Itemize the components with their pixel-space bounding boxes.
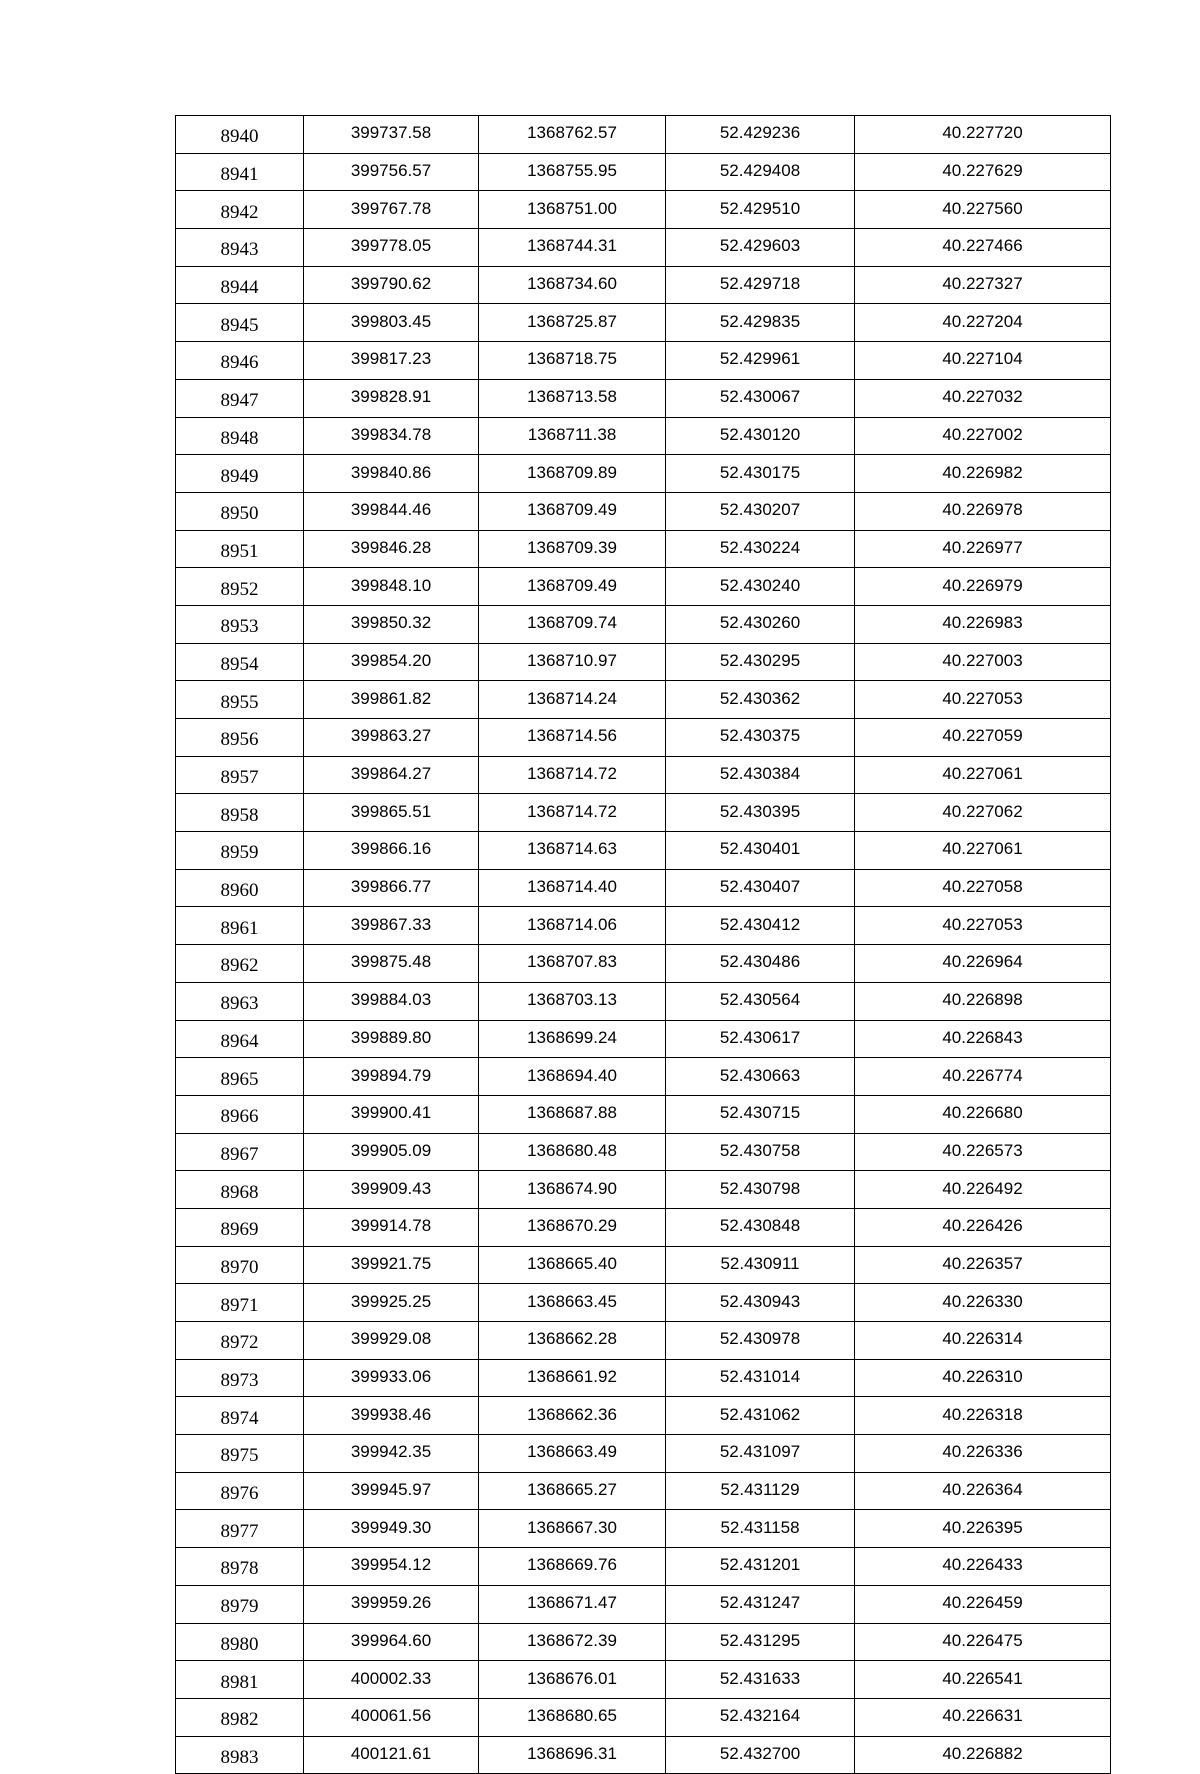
x-coordinate-cell: 399817.23	[304, 342, 479, 380]
y-coordinate-cell: 1368694.40	[479, 1058, 666, 1096]
table-body	[176, 116, 1111, 1774]
latitude-cell: 52.432700	[666, 1736, 855, 1774]
latitude-cell: 52.430295	[666, 643, 855, 681]
point-number-cell: 8959	[176, 832, 304, 870]
latitude-cell: 52.432164	[666, 1698, 855, 1736]
y-coordinate-cell: 1368714.40	[479, 869, 666, 907]
latitude-cell: 52.430758	[666, 1133, 855, 1171]
point-number-cell: 8972	[176, 1322, 304, 1360]
longitude-cell: 40.227560	[855, 191, 1111, 229]
y-coordinate-cell: 1368703.13	[479, 982, 666, 1020]
point-number-cell: 8973	[176, 1359, 304, 1397]
latitude-cell: 52.429718	[666, 266, 855, 304]
point-number-cell: 8953	[176, 605, 304, 643]
latitude-cell: 52.430384	[666, 756, 855, 794]
longitude-cell: 40.227059	[855, 719, 1111, 757]
point-number-cell: 8965	[176, 1058, 304, 1096]
latitude-cell: 52.430407	[666, 869, 855, 907]
x-coordinate-cell: 399767.78	[304, 191, 479, 229]
longitude-cell: 40.226475	[855, 1623, 1111, 1661]
longitude-cell: 40.226395	[855, 1510, 1111, 1548]
latitude-cell: 52.430978	[666, 1322, 855, 1360]
y-coordinate-cell: 1368710.97	[479, 643, 666, 681]
x-coordinate-cell: 399778.05	[304, 229, 479, 267]
table-row	[176, 1359, 1111, 1397]
longitude-cell: 40.226318	[855, 1397, 1111, 1435]
table-row	[176, 719, 1111, 757]
y-coordinate-cell: 1368662.36	[479, 1397, 666, 1435]
longitude-cell: 40.226882	[855, 1736, 1111, 1774]
table-row	[176, 191, 1111, 229]
latitude-cell: 52.430911	[666, 1246, 855, 1284]
x-coordinate-cell: 399945.97	[304, 1472, 479, 1510]
y-coordinate-cell: 1368663.45	[479, 1284, 666, 1322]
x-coordinate-cell: 399756.57	[304, 153, 479, 191]
y-coordinate-cell: 1368734.60	[479, 266, 666, 304]
y-coordinate-cell: 1368674.90	[479, 1171, 666, 1209]
table-row	[176, 1435, 1111, 1473]
point-number-cell: 8942	[176, 191, 304, 229]
longitude-cell: 40.226310	[855, 1359, 1111, 1397]
table-row	[176, 1058, 1111, 1096]
point-number-cell: 8957	[176, 756, 304, 794]
x-coordinate-cell: 399834.78	[304, 417, 479, 455]
table-row	[176, 1284, 1111, 1322]
longitude-cell: 40.226898	[855, 982, 1111, 1020]
longitude-cell: 40.227053	[855, 681, 1111, 719]
y-coordinate-cell: 1368751.00	[479, 191, 666, 229]
x-coordinate-cell: 400061.56	[304, 1698, 479, 1736]
point-number-cell: 8976	[176, 1472, 304, 1510]
latitude-cell: 52.430943	[666, 1284, 855, 1322]
latitude-cell: 52.430175	[666, 455, 855, 493]
table-row	[176, 1133, 1111, 1171]
point-number-cell: 8975	[176, 1435, 304, 1473]
latitude-cell: 52.430375	[666, 719, 855, 757]
point-number-cell: 8948	[176, 417, 304, 455]
y-coordinate-cell: 1368671.47	[479, 1585, 666, 1623]
x-coordinate-cell: 399942.35	[304, 1435, 479, 1473]
table-row	[176, 1548, 1111, 1586]
table-row	[176, 1095, 1111, 1133]
longitude-cell: 40.226492	[855, 1171, 1111, 1209]
point-number-cell: 8983	[176, 1736, 304, 1774]
longitude-cell: 40.226336	[855, 1435, 1111, 1473]
x-coordinate-cell: 399864.27	[304, 756, 479, 794]
x-coordinate-cell: 399866.77	[304, 869, 479, 907]
x-coordinate-cell: 399861.82	[304, 681, 479, 719]
y-coordinate-cell: 1368714.72	[479, 794, 666, 832]
x-coordinate-cell: 399866.16	[304, 832, 479, 870]
latitude-cell: 52.430486	[666, 945, 855, 983]
point-number-cell: 8968	[176, 1171, 304, 1209]
point-number-cell: 8961	[176, 907, 304, 945]
x-coordinate-cell: 399846.28	[304, 530, 479, 568]
x-coordinate-cell: 399925.25	[304, 1284, 479, 1322]
latitude-cell: 52.429236	[666, 116, 855, 154]
y-coordinate-cell: 1368713.58	[479, 379, 666, 417]
table-row	[176, 266, 1111, 304]
y-coordinate-cell: 1368663.49	[479, 1435, 666, 1473]
x-coordinate-cell: 399949.30	[304, 1510, 479, 1548]
longitude-cell: 40.227466	[855, 229, 1111, 267]
x-coordinate-cell: 399929.08	[304, 1322, 479, 1360]
latitude-cell: 52.429408	[666, 153, 855, 191]
table-row	[176, 229, 1111, 267]
x-coordinate-cell: 400121.61	[304, 1736, 479, 1774]
latitude-cell: 52.431062	[666, 1397, 855, 1435]
latitude-cell: 52.431158	[666, 1510, 855, 1548]
point-number-cell: 8977	[176, 1510, 304, 1548]
x-coordinate-cell: 399803.45	[304, 304, 479, 342]
x-coordinate-cell: 399894.79	[304, 1058, 479, 1096]
point-number-cell: 8980	[176, 1623, 304, 1661]
point-number-cell: 8971	[176, 1284, 304, 1322]
point-number-cell: 8966	[176, 1095, 304, 1133]
longitude-cell: 40.226983	[855, 605, 1111, 643]
table-row	[176, 1020, 1111, 1058]
x-coordinate-cell: 399875.48	[304, 945, 479, 983]
longitude-cell: 40.226979	[855, 568, 1111, 606]
latitude-cell: 52.429835	[666, 304, 855, 342]
x-coordinate-cell: 399954.12	[304, 1548, 479, 1586]
x-coordinate-cell: 399848.10	[304, 568, 479, 606]
longitude-cell: 40.227061	[855, 832, 1111, 870]
y-coordinate-cell: 1368755.95	[479, 153, 666, 191]
y-coordinate-cell: 1368714.24	[479, 681, 666, 719]
point-number-cell: 8967	[176, 1133, 304, 1171]
table-row	[176, 1698, 1111, 1736]
longitude-cell: 40.226964	[855, 945, 1111, 983]
table-row	[176, 342, 1111, 380]
y-coordinate-cell: 1368670.29	[479, 1208, 666, 1246]
y-coordinate-cell: 1368709.49	[479, 568, 666, 606]
point-number-cell: 8964	[176, 1020, 304, 1058]
longitude-cell: 40.226631	[855, 1698, 1111, 1736]
latitude-cell: 52.431097	[666, 1435, 855, 1473]
point-number-cell: 8981	[176, 1661, 304, 1699]
x-coordinate-cell: 399867.33	[304, 907, 479, 945]
point-number-cell: 8979	[176, 1585, 304, 1623]
longitude-cell: 40.226573	[855, 1133, 1111, 1171]
x-coordinate-cell: 399921.75	[304, 1246, 479, 1284]
y-coordinate-cell: 1368709.49	[479, 492, 666, 530]
longitude-cell: 40.226330	[855, 1284, 1111, 1322]
x-coordinate-cell: 399959.26	[304, 1585, 479, 1623]
point-number-cell: 8950	[176, 492, 304, 530]
y-coordinate-cell: 1368680.48	[479, 1133, 666, 1171]
longitude-cell: 40.226433	[855, 1548, 1111, 1586]
table-row	[176, 379, 1111, 417]
y-coordinate-cell: 1368699.24	[479, 1020, 666, 1058]
table-row	[176, 153, 1111, 191]
longitude-cell: 40.226459	[855, 1585, 1111, 1623]
longitude-cell: 40.227629	[855, 153, 1111, 191]
y-coordinate-cell: 1368709.74	[479, 605, 666, 643]
table-row	[176, 1208, 1111, 1246]
table-row	[176, 945, 1111, 983]
latitude-cell: 52.429961	[666, 342, 855, 380]
longitude-cell: 40.227053	[855, 907, 1111, 945]
y-coordinate-cell: 1368669.76	[479, 1548, 666, 1586]
latitude-cell: 52.430412	[666, 907, 855, 945]
longitude-cell: 40.226364	[855, 1472, 1111, 1510]
latitude-cell: 52.431129	[666, 1472, 855, 1510]
point-number-cell: 8955	[176, 681, 304, 719]
table-row	[176, 1246, 1111, 1284]
x-coordinate-cell: 400002.33	[304, 1661, 479, 1699]
point-number-cell: 8951	[176, 530, 304, 568]
latitude-cell: 52.430663	[666, 1058, 855, 1096]
point-number-cell: 8974	[176, 1397, 304, 1435]
longitude-cell: 40.227062	[855, 794, 1111, 832]
table-row	[176, 455, 1111, 493]
table-row	[176, 832, 1111, 870]
y-coordinate-cell: 1368714.56	[479, 719, 666, 757]
longitude-cell: 40.226680	[855, 1095, 1111, 1133]
table-row	[176, 1736, 1111, 1774]
y-coordinate-cell: 1368714.06	[479, 907, 666, 945]
table-row	[176, 1322, 1111, 1360]
y-coordinate-cell: 1368696.31	[479, 1736, 666, 1774]
x-coordinate-cell: 399737.58	[304, 116, 479, 154]
longitude-cell: 40.226426	[855, 1208, 1111, 1246]
point-number-cell: 8960	[176, 869, 304, 907]
table-row	[176, 1585, 1111, 1623]
table-row	[176, 605, 1111, 643]
latitude-cell: 52.430798	[666, 1171, 855, 1209]
y-coordinate-cell: 1368714.63	[479, 832, 666, 870]
x-coordinate-cell: 399863.27	[304, 719, 479, 757]
latitude-cell: 52.430617	[666, 1020, 855, 1058]
longitude-cell: 40.227204	[855, 304, 1111, 342]
y-coordinate-cell: 1368672.39	[479, 1623, 666, 1661]
point-number-cell: 8949	[176, 455, 304, 493]
latitude-cell: 52.430260	[666, 605, 855, 643]
point-number-cell: 8962	[176, 945, 304, 983]
y-coordinate-cell: 1368665.27	[479, 1472, 666, 1510]
latitude-cell: 52.430362	[666, 681, 855, 719]
point-number-cell: 8947	[176, 379, 304, 417]
y-coordinate-cell: 1368680.65	[479, 1698, 666, 1736]
table-row	[176, 756, 1111, 794]
y-coordinate-cell: 1368709.39	[479, 530, 666, 568]
longitude-cell: 40.226314	[855, 1322, 1111, 1360]
latitude-cell: 52.430401	[666, 832, 855, 870]
y-coordinate-cell: 1368665.40	[479, 1246, 666, 1284]
latitude-cell: 52.430564	[666, 982, 855, 1020]
point-number-cell: 8941	[176, 153, 304, 191]
latitude-cell: 52.429510	[666, 191, 855, 229]
latitude-cell: 52.430120	[666, 417, 855, 455]
x-coordinate-cell: 399884.03	[304, 982, 479, 1020]
latitude-cell: 52.430207	[666, 492, 855, 530]
latitude-cell: 52.431247	[666, 1585, 855, 1623]
x-coordinate-cell: 399909.43	[304, 1171, 479, 1209]
point-number-cell: 8970	[176, 1246, 304, 1284]
x-coordinate-cell: 399889.80	[304, 1020, 479, 1058]
y-coordinate-cell: 1368707.83	[479, 945, 666, 983]
y-coordinate-cell: 1368667.30	[479, 1510, 666, 1548]
coordinates-table	[175, 115, 1111, 1774]
point-number-cell: 8944	[176, 266, 304, 304]
longitude-cell: 40.227327	[855, 266, 1111, 304]
y-coordinate-cell: 1368662.28	[479, 1322, 666, 1360]
table-row	[176, 1623, 1111, 1661]
latitude-cell: 52.430224	[666, 530, 855, 568]
longitude-cell: 40.227058	[855, 869, 1111, 907]
table-row	[176, 116, 1111, 154]
y-coordinate-cell: 1368676.01	[479, 1661, 666, 1699]
latitude-cell: 52.430067	[666, 379, 855, 417]
latitude-cell: 52.430395	[666, 794, 855, 832]
table-row	[176, 794, 1111, 832]
point-number-cell: 8978	[176, 1548, 304, 1586]
table-row	[176, 417, 1111, 455]
x-coordinate-cell: 399964.60	[304, 1623, 479, 1661]
table-row	[176, 492, 1111, 530]
longitude-cell: 40.226978	[855, 492, 1111, 530]
point-number-cell: 8943	[176, 229, 304, 267]
table-row	[176, 681, 1111, 719]
longitude-cell: 40.226982	[855, 455, 1111, 493]
table-row	[176, 568, 1111, 606]
y-coordinate-cell: 1368762.57	[479, 116, 666, 154]
point-number-cell: 8954	[176, 643, 304, 681]
y-coordinate-cell: 1368725.87	[479, 304, 666, 342]
point-number-cell: 8969	[176, 1208, 304, 1246]
longitude-cell: 40.226774	[855, 1058, 1111, 1096]
table-row	[176, 1397, 1111, 1435]
x-coordinate-cell: 399790.62	[304, 266, 479, 304]
x-coordinate-cell: 399900.41	[304, 1095, 479, 1133]
latitude-cell: 52.430715	[666, 1095, 855, 1133]
x-coordinate-cell: 399865.51	[304, 794, 479, 832]
point-number-cell: 8940	[176, 116, 304, 154]
y-coordinate-cell: 1368714.72	[479, 756, 666, 794]
table-row	[176, 1661, 1111, 1699]
table-row	[176, 869, 1111, 907]
x-coordinate-cell: 399828.91	[304, 379, 479, 417]
longitude-cell: 40.226357	[855, 1246, 1111, 1284]
x-coordinate-cell: 399844.46	[304, 492, 479, 530]
x-coordinate-cell: 399933.06	[304, 1359, 479, 1397]
longitude-cell: 40.227720	[855, 116, 1111, 154]
x-coordinate-cell: 399905.09	[304, 1133, 479, 1171]
point-number-cell: 8952	[176, 568, 304, 606]
longitude-cell: 40.226843	[855, 1020, 1111, 1058]
y-coordinate-cell: 1368718.75	[479, 342, 666, 380]
table-row	[176, 1472, 1111, 1510]
x-coordinate-cell: 399840.86	[304, 455, 479, 493]
point-number-cell: 8946	[176, 342, 304, 380]
point-number-cell: 8958	[176, 794, 304, 832]
y-coordinate-cell: 1368744.31	[479, 229, 666, 267]
longitude-cell: 40.227002	[855, 417, 1111, 455]
longitude-cell: 40.227003	[855, 643, 1111, 681]
latitude-cell: 52.429603	[666, 229, 855, 267]
longitude-cell: 40.227061	[855, 756, 1111, 794]
y-coordinate-cell: 1368661.92	[479, 1359, 666, 1397]
y-coordinate-cell: 1368687.88	[479, 1095, 666, 1133]
x-coordinate-cell: 399854.20	[304, 643, 479, 681]
point-number-cell: 8945	[176, 304, 304, 342]
y-coordinate-cell: 1368709.89	[479, 455, 666, 493]
table-row	[176, 643, 1111, 681]
point-number-cell: 8963	[176, 982, 304, 1020]
table-row	[176, 530, 1111, 568]
table-row	[176, 1171, 1111, 1209]
latitude-cell: 52.430240	[666, 568, 855, 606]
longitude-cell: 40.227032	[855, 379, 1111, 417]
longitude-cell: 40.226541	[855, 1661, 1111, 1699]
table-row	[176, 304, 1111, 342]
longitude-cell: 40.226977	[855, 530, 1111, 568]
latitude-cell: 52.431201	[666, 1548, 855, 1586]
latitude-cell: 52.431014	[666, 1359, 855, 1397]
latitude-cell: 52.431295	[666, 1623, 855, 1661]
x-coordinate-cell: 399850.32	[304, 605, 479, 643]
point-number-cell: 8956	[176, 719, 304, 757]
latitude-cell: 52.430848	[666, 1208, 855, 1246]
longitude-cell: 40.227104	[855, 342, 1111, 380]
point-number-cell: 8982	[176, 1698, 304, 1736]
table-row	[176, 1510, 1111, 1548]
latitude-cell: 52.431633	[666, 1661, 855, 1699]
table-row	[176, 907, 1111, 945]
x-coordinate-cell: 399914.78	[304, 1208, 479, 1246]
table-row	[176, 982, 1111, 1020]
y-coordinate-cell: 1368711.38	[479, 417, 666, 455]
x-coordinate-cell: 399938.46	[304, 1397, 479, 1435]
